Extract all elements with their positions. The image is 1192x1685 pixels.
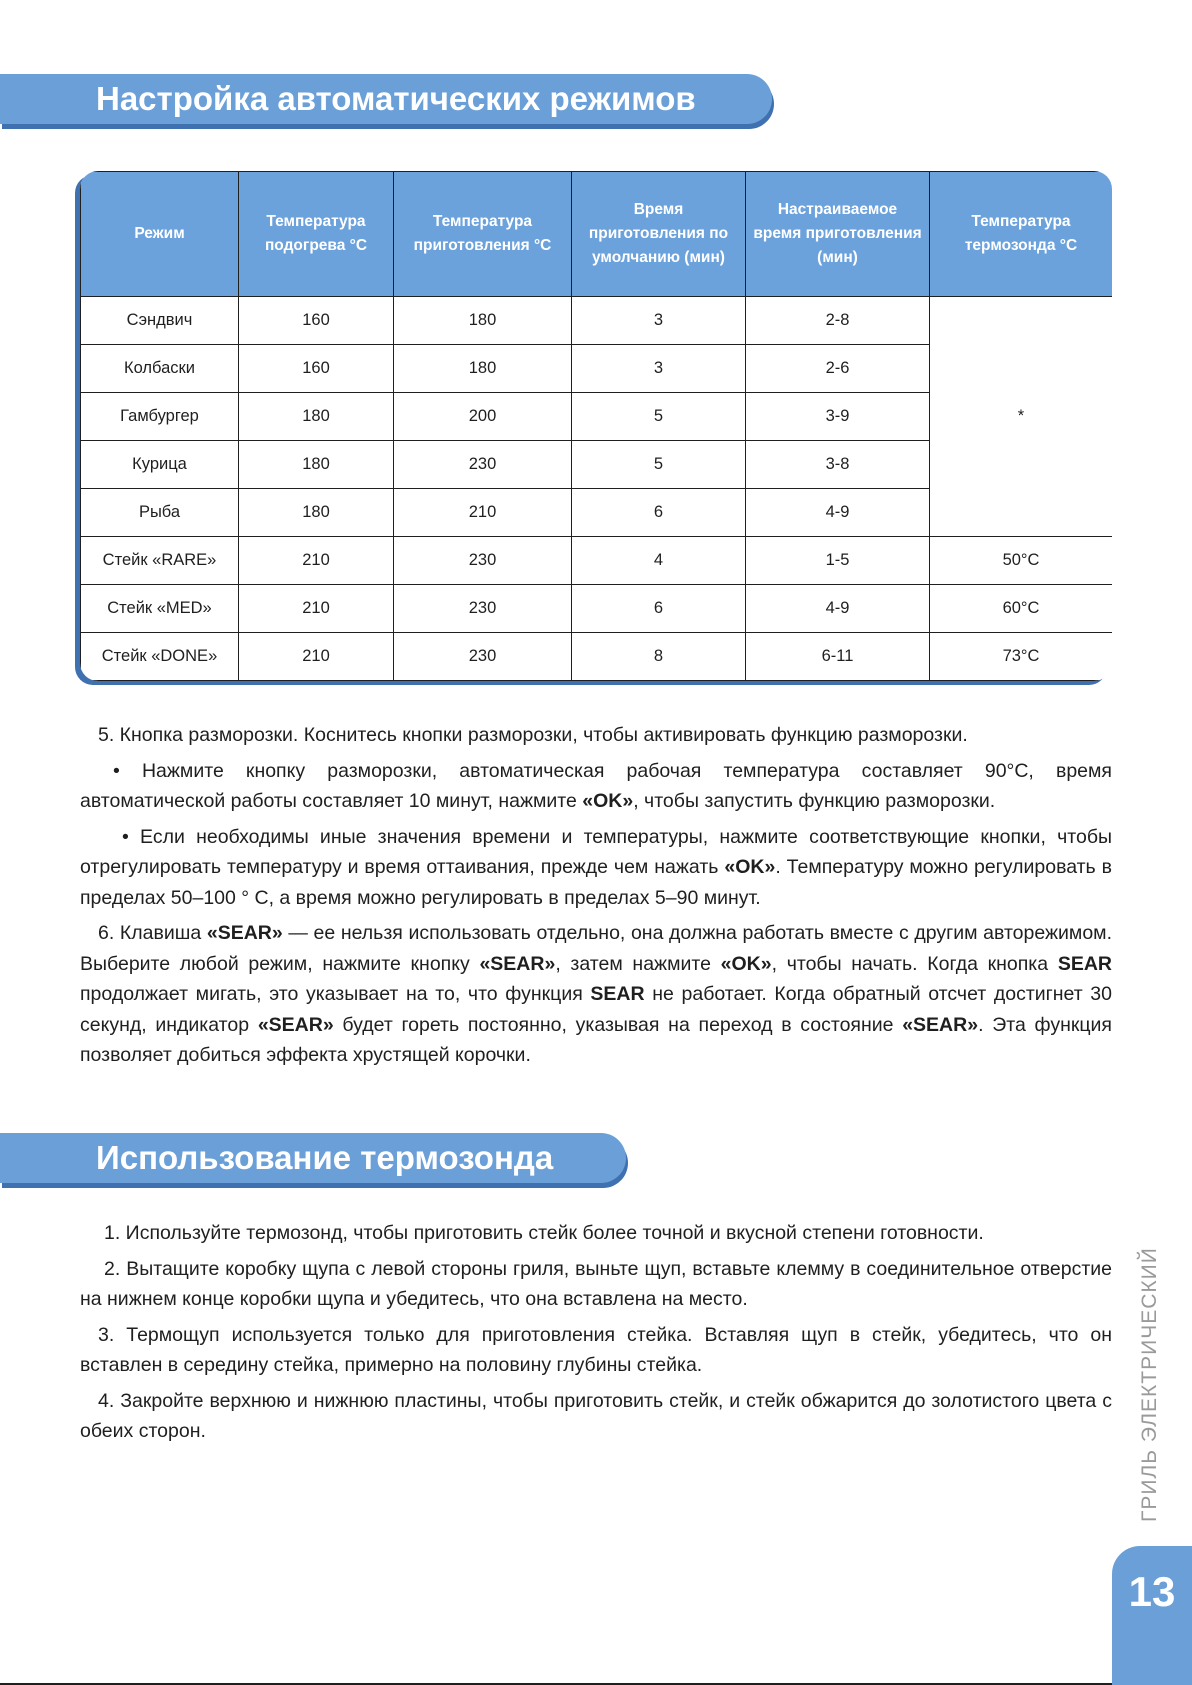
cell-probe-temp: 73°C [930,633,1113,681]
sear-key-label: «SEAR» [479,952,556,975]
paragraph-text: — ее нельзя использовать отдельно, она должна работать вместе с другим авторежимом. Выберите любой режим, нажмите кнопку [80,922,1112,975]
paragraph-text: • Если необходимы иные значения времени и температуры, нажмите соответствующие кнопки, чтобы отрегулировать температуру и время оттаивания, прежде чем нажать [80,825,1112,878]
paragraph-text: , чтобы запустить функцию разморозки. [633,790,996,812]
cell-cook: 210 [394,489,572,537]
paragraph-text: 2. Вытащите коробку щупа с левой стороны гриля, выньте щуп, вставьте клемму в соединительное отверстие на нижнем конце коробки щупа и убедитесь, что она вставлена на место. [80,1257,1112,1310]
sear-key-label: «SEAR» [206,922,283,944]
table-header-row [81,172,1113,297]
cell-mode: Гамбургер [81,393,239,441]
cell-mode: Стейк «DONE» [81,633,239,681]
cell-adjustable-time: 1-5 [746,537,930,585]
cell-preheat: 160 [239,297,394,345]
header-preheat-temp: Температура подогрева °C [239,172,394,297]
paragraph-text: 6. Клавиша [98,922,207,944]
cell-default-time: 4 [572,537,746,585]
cell-adjustable-time: 2-6 [746,345,930,393]
paragraph-text: 1. Используйте термозонд, чтобы приготовить стейк более точной и вкусной степени готовности. [104,1222,984,1244]
paragraph-text: . Температуру можно регулировать в пределах 50–100 ° С, а время можно регулировать в пределах 5–90 минут. [80,856,1112,909]
paragraph-text: , затем нажмите [555,952,721,975]
page-number-tab [1112,1546,1192,1685]
paragraph-text: . Эта функция позволяет добиться эффекта хрустящей корочки. [80,1013,1112,1066]
cell-cook: 230 [394,441,572,489]
ok-key-label: «OK» [720,952,772,975]
cell-mode: Колбаски [81,345,239,393]
paragraph-text: будет гореть постоянно, указывая на переход в состояние [333,1013,903,1036]
cell-preheat: 180 [239,441,394,489]
cell-cook: 230 [394,537,572,585]
cell-adjustable-time: 3-8 [746,441,930,489]
cell-probe-temp: 60°C [930,585,1113,633]
sear-key-label: SEAR [590,983,645,1005]
paragraph-text: продолжает мигать, это указывает на то, что функция [80,983,591,1005]
cell-cook: 230 [394,585,572,633]
header-cook-temp: Температура приготовления °C [394,172,572,297]
sear-key-label: «SEAR» [257,1013,334,1036]
cell-cook: 230 [394,633,572,681]
cell-default-time: 3 [572,297,746,345]
side-label: ГРИЛЬ ЭЛЕКТРИЧЕСКИЙ [1138,1247,1161,1522]
cell-default-time: 6 [572,585,746,633]
cell-mode: Рыба [81,489,239,537]
cell-preheat: 160 [239,345,394,393]
paragraph-text: 3. Термощуп используется только для приготовления стейка. Вставляя щуп в стейк, убедитесь, что он вставлен в середину стейка, примерно на половину глубины стейка. [80,1323,1112,1376]
sear-key-label: SEAR [1057,952,1112,975]
cell-preheat: 210 [239,633,394,681]
paragraph [80,822,1112,914]
cell-cook: 200 [394,393,572,441]
paragraph [80,1218,1112,1249]
header-mode: Режим [81,172,239,297]
cell-probe-temp: 50°C [930,537,1113,585]
paragraph-text: , чтобы начать. Когда кнопка [771,952,1058,975]
paragraph [80,1386,1112,1447]
auto-modes-table [80,171,1112,681]
paragraph-text: не работает. Когда обратный отсчет достигнет 30 секунд, индикатор [80,983,1112,1036]
cell-mode: Стейк «MED» [81,585,239,633]
ok-key-label: «OK» [724,856,776,878]
paragraph-text: 4. Закройте верхнюю и нижнюю пластины, чтобы приготовить стейк, и стейк обжарится до золотистого цвета с обеих сторон. [80,1389,1112,1442]
cell-preheat: 210 [239,537,394,585]
table-row [81,585,1113,633]
table-row [81,633,1113,681]
paragraph [80,756,1112,817]
cell-adjustable-time: 2-8 [746,297,930,345]
page-number: 13 [1128,1568,1176,1615]
cell-mode: Сэндвич [81,297,239,345]
cell-preheat: 210 [239,585,394,633]
defrost-instructions [80,720,1112,1076]
cell-mode: Курица [81,441,239,489]
header-default-time: Время приготовления по умолчанию (мин) [572,172,746,297]
cell-adjustable-time: 6-11 [746,633,930,681]
paragraph [80,720,1112,751]
cell-mode: Стейк «RARE» [81,537,239,585]
cell-cook: 180 [394,345,572,393]
cell-default-time: 8 [572,633,746,681]
section-title-probe: Использование термозонда [0,1133,626,1183]
cell-adjustable-time: 4-9 [746,585,930,633]
table-row [81,537,1113,585]
sear-key-label: «SEAR» [902,1013,979,1036]
probe-instructions [80,1218,1112,1452]
ok-key-label: «OK» [582,790,634,812]
cell-adjustable-time: 4-9 [746,489,930,537]
paragraph [80,1320,1112,1381]
header-adjustable-time: Настраиваемое время приготовления (мин) [746,172,930,297]
paragraph-text: 5. Кнопка разморозки. Коснитесь кнопки разморозки, чтобы активировать функцию разморозки. [98,724,968,746]
cell-default-time: 3 [572,345,746,393]
cell-default-time: 6 [572,489,746,537]
section-title-auto-modes: Настройка автоматических режимов [0,74,772,124]
header-probe-temp: Температура термозонда °C [930,172,1113,297]
cell-default-time: 5 [572,441,746,489]
table-row [81,297,1113,345]
cell-adjustable-time: 3-9 [746,393,930,441]
paragraph-text: • Нажмите кнопку разморозки, автоматическая рабочая температура составляет 90°C, время автоматической работы составляет 10 минут, нажмите [80,759,1112,812]
cell-default-time: 5 [572,393,746,441]
cell-preheat: 180 [239,489,394,537]
cell-preheat: 180 [239,393,394,441]
paragraph [80,918,1112,1071]
cell-cook: 180 [394,297,572,345]
cell-probe-merged: * [930,297,1113,537]
paragraph [80,1254,1112,1315]
